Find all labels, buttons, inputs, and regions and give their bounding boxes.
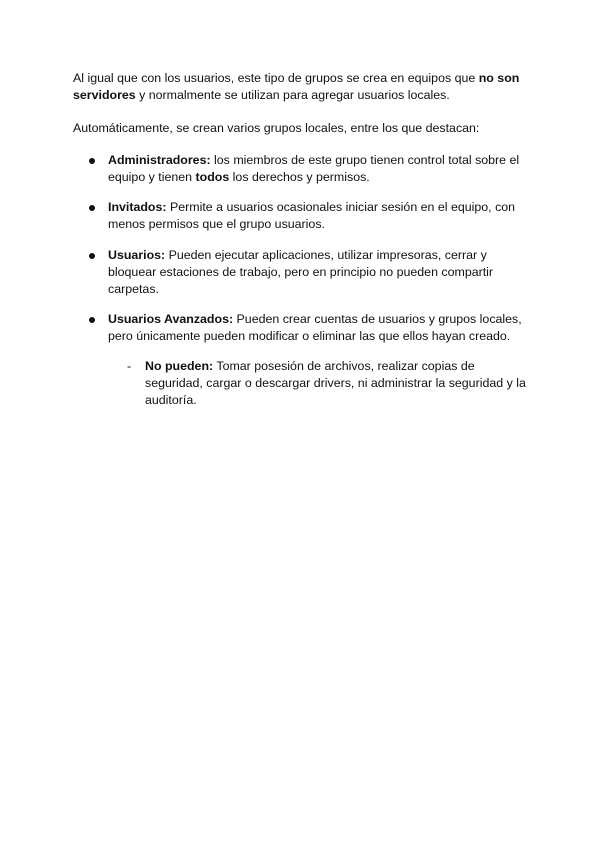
list-item-text: Permite a usuarios ocasionales iniciar sesión en el equipo, con menos permisos que el grupo usuarios. (108, 200, 516, 231)
bullet-icon (89, 158, 95, 164)
list-item-text: Pueden ejecutar aplicaciones, utilizar impresoras, cerrar y bloquear estaciones de trabajo, pero en principio no pueden compartir carpetas. (108, 248, 494, 296)
sub-bullet-dash: - (127, 359, 132, 373)
bullet-icon (89, 205, 95, 211)
list-item-title: Invitados: (108, 200, 167, 214)
list-item-title: Usuarios: (108, 248, 166, 262)
sub-list-item-text: Tomar posesión de archivos, realizar copias de seguridad, cargar o descargar drivers, ni administrar la seguridad y la auditoría. (145, 359, 526, 407)
sub-list-item-title: No pueden: (145, 359, 214, 373)
list-item-text: Pueden crear cuentas de usuarios y grupos locales, pero únicamente pueden modificar o eliminar las que ellos hayan creado. (108, 312, 522, 343)
list-item-text: los miembros de este grupo tienen control total sobre el equipo y tienen (108, 153, 520, 184)
list-item-emphasis: todos (195, 170, 230, 184)
list-item-title: Administradores: (108, 153, 211, 167)
intro-bold-phrase: no son servidores (73, 71, 520, 102)
sub-list-item-no-pueden (145, 358, 535, 409)
list-item-text-end: los derechos y permisos. (229, 170, 370, 184)
intro-text-start: Al igual que con los usuarios, este tipo de grupos se crea en equipos que (73, 71, 479, 85)
list-item-invitados (108, 199, 528, 233)
lead-paragraph: Automáticamente, se crean varios grupos locales, entre los que destacan: (73, 121, 480, 135)
list-item-administradores (108, 152, 528, 186)
bullet-icon (89, 253, 95, 259)
intro-text-end: y normalmente se utilizan para agregar usuarios locales. (135, 88, 450, 102)
list-item-title: Usuarios Avanzados: (108, 312, 234, 326)
list-item-usuarios (108, 247, 528, 298)
list-item-usuarios-avanzados (108, 311, 528, 345)
intro-paragraph (73, 70, 533, 104)
bullet-icon (89, 317, 95, 323)
